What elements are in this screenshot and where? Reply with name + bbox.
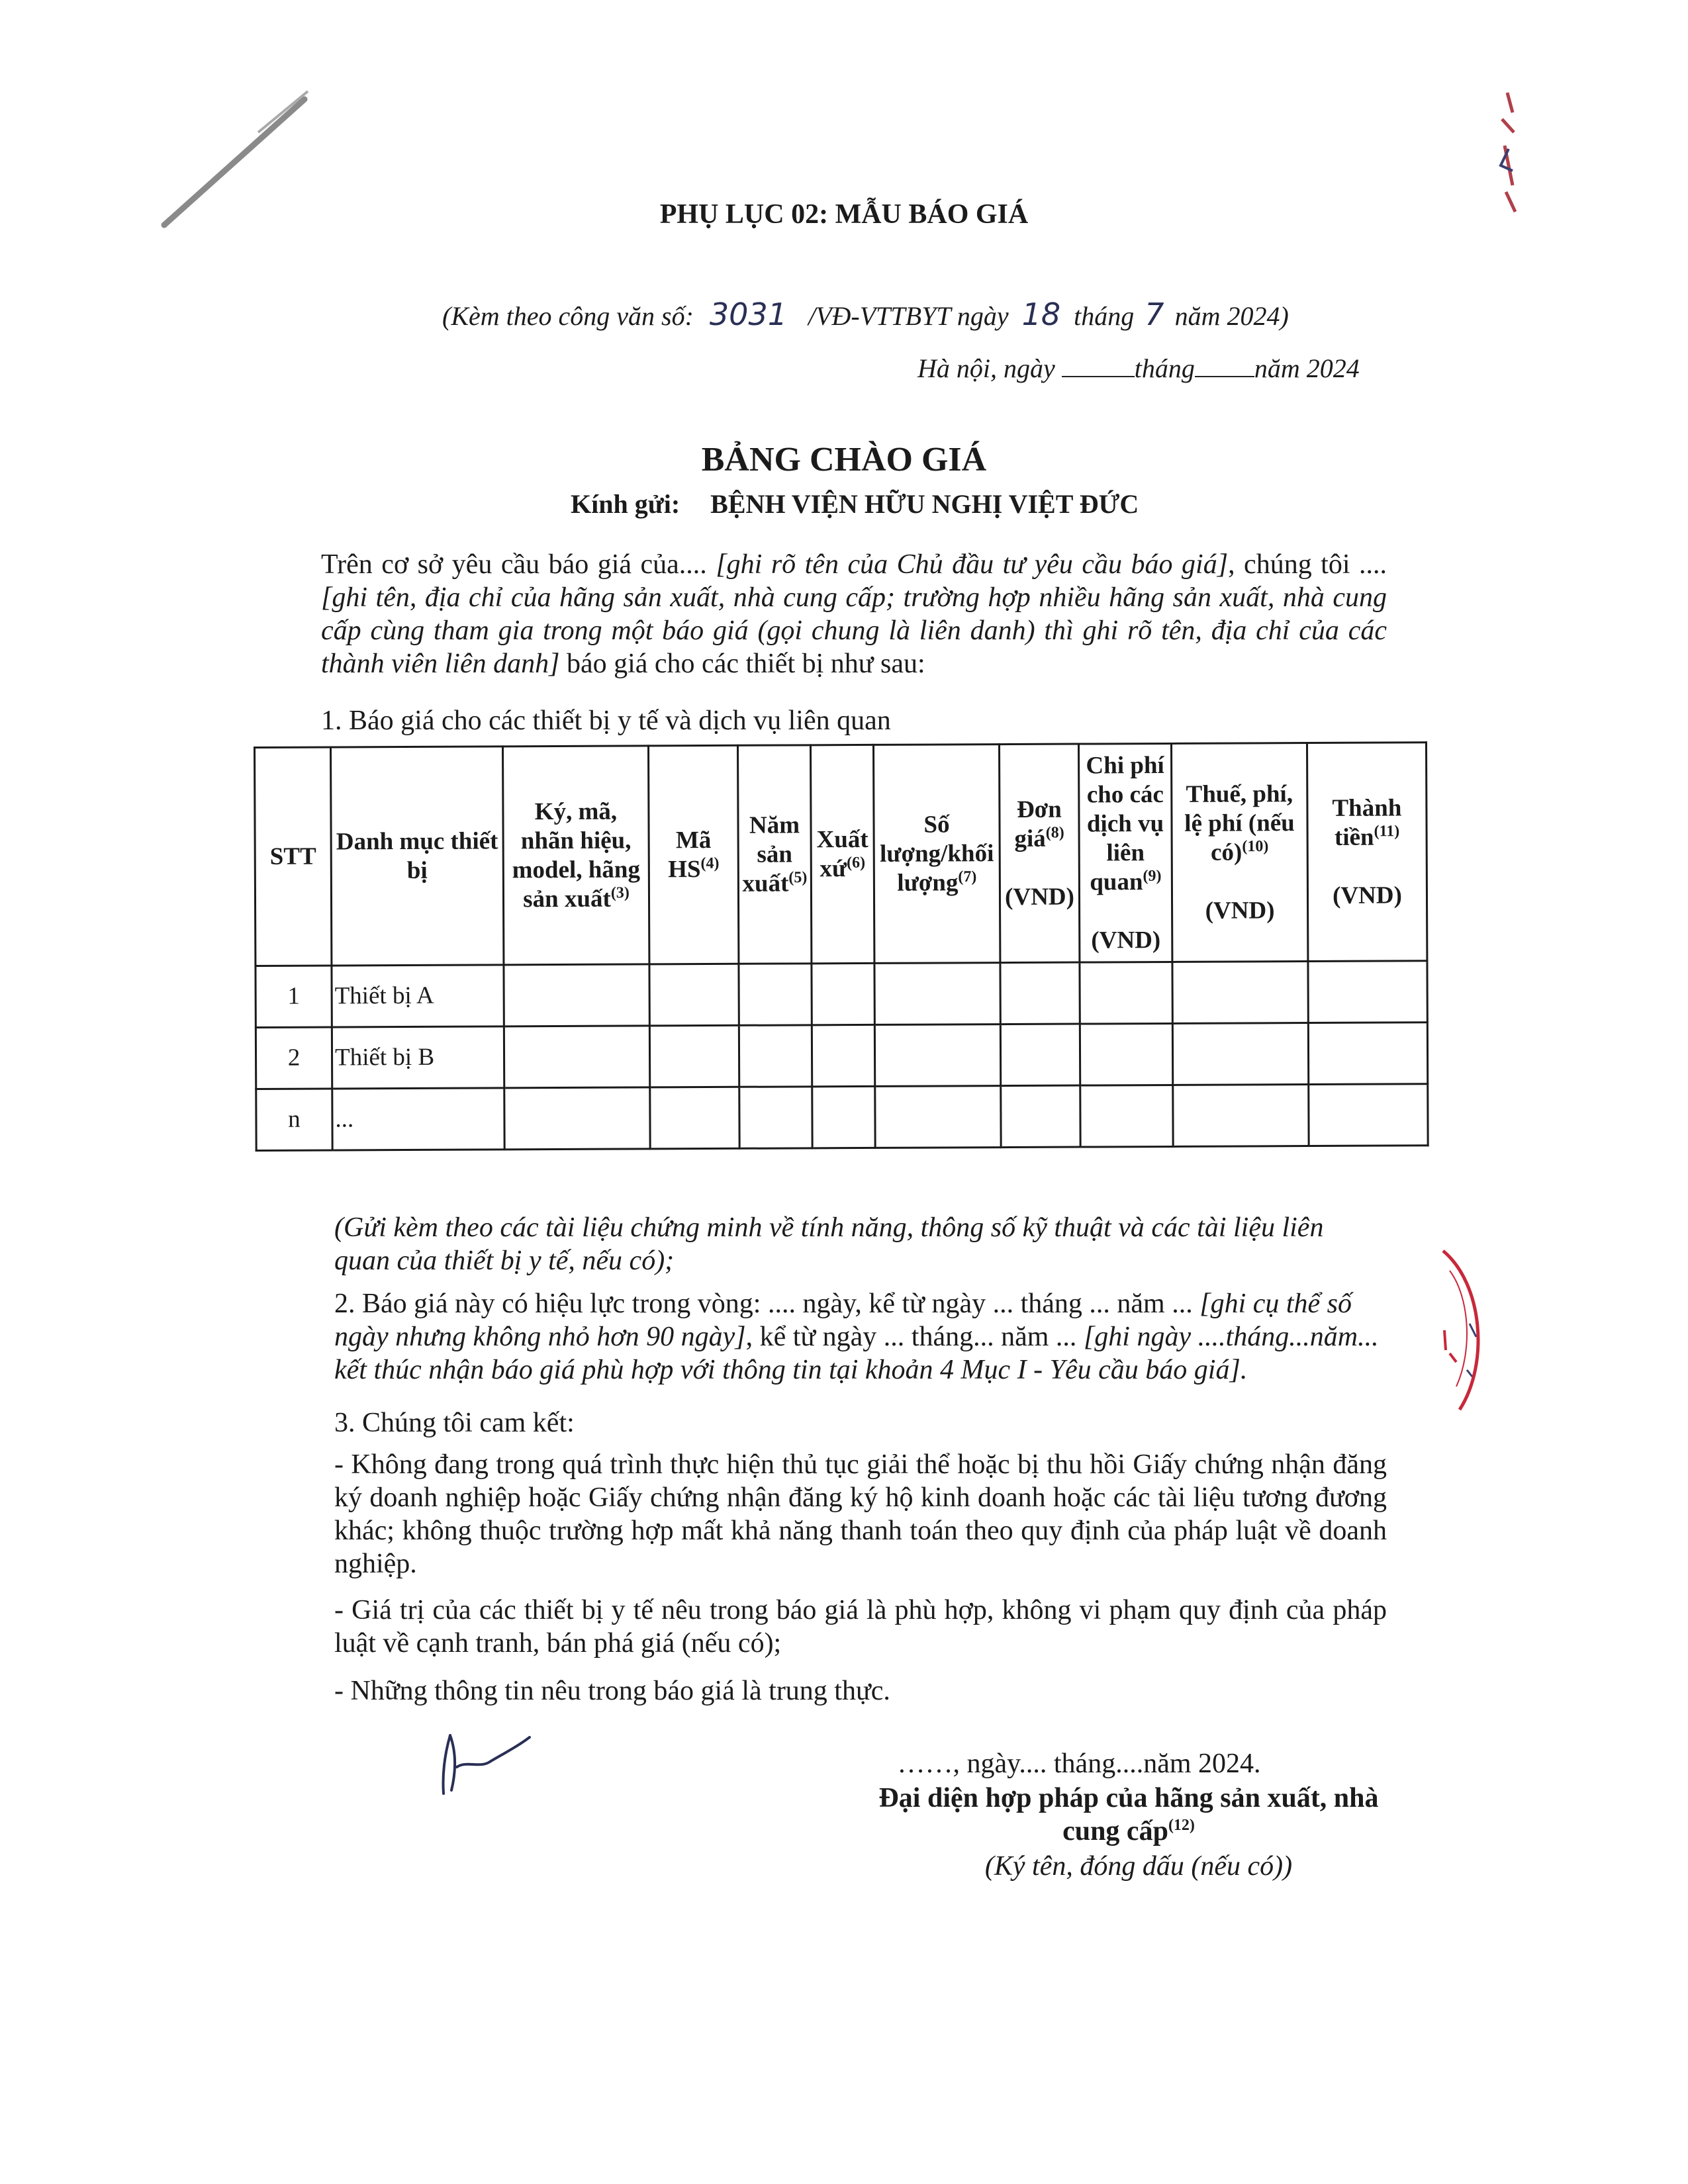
quote-table-wrapper [254, 741, 1429, 1152]
intro-b: [ghi rõ tên của Chủ đầu tư yêu cầu báo giá] [716, 549, 1229, 580]
validity-paragraph [334, 1287, 1393, 1387]
col-header-service-cost: Chi phí cho các dịch vụ liên quan$^{(9)}$ (VND) [1078, 743, 1172, 962]
signature-role: Đại diện hợp pháp của hãng sản xuất, nhà cung cấp$^{(12)}$ [878, 1783, 1379, 1846]
reference-line [442, 296, 1289, 332]
place-date-line [917, 353, 1360, 384]
quote-table [254, 741, 1429, 1152]
col-header-year: Năm sản xuất$^{(5)}$ [737, 745, 811, 964]
month-blank [1195, 353, 1254, 377]
recipient-line [571, 488, 1139, 520]
section-1-heading: 1. Báo giá cho các thiết bị y tế và dịch vụ liên quan [321, 705, 891, 736]
place-month: tháng [1134, 353, 1195, 383]
signature-date-line: ……, ngày.... tháng....năm 2024. [897, 1749, 1261, 1779]
place-prefix: Hà nội, ngày [917, 353, 1055, 383]
col-header-hs-code: Mã HS$^{(4)}$ [649, 745, 739, 964]
table-row [256, 1023, 1427, 1089]
row-item: Thiết bị B [332, 1026, 504, 1089]
table-row [256, 961, 1427, 1028]
intro-c: , chúng tôi .... [1228, 549, 1387, 580]
table-row [256, 1084, 1428, 1151]
ref-prefix: (Kèm theo công văn số: [442, 301, 694, 331]
appendix-title: PHỤ LỤC 02: MẪU BÁO GIÁ [659, 199, 1029, 230]
validity-a: 2. Báo giá này có hiệu lực trong vòng: .... ngày, kể từ ngày ... tháng ... năm ... [334, 1289, 1193, 1319]
stamp-arc [1403, 1244, 1496, 1416]
col-header-total: Thành tiền$^{(11)}$ (VND) [1307, 743, 1427, 962]
handwritten-day: 18 [1021, 296, 1061, 332]
attachment-note: (Gửi kèm theo các tài liệu chứng minh về tính năng, thông số kỹ thuật và các tài liệu liên quan của thiết bị y tế, nếu có); [334, 1212, 1324, 1276]
commitment-3: - Những thông tin nêu trong báo giá là trung thực. [334, 1676, 890, 1706]
handwritten-initial [417, 1721, 536, 1800]
commitment-2: - Giá trị của các thiết bị y tế nêu trong báo giá là phù hợp, không vi phạm quy định của pháp luật về cạnh tranh, bán phá giá (nếu có); [334, 1595, 1387, 1659]
col-header-item: Danh mục thiết bị [331, 747, 504, 966]
col-header-quantity: Số lượng/khối lượng$^{(7)}$ [873, 745, 1000, 964]
intro-d: [ghi tên, địa chỉ của hãng sản xuất, nhà cung cấp; trường hợp nhiều hãng sản xuất, nhà cung cấp cùng tham gia trong một báo giá (gọi chung là liên danh) thì ghi rõ tên, địa chỉ của các thành viên liên danh] [321, 582, 1387, 679]
ref-month-label: tháng [1074, 301, 1135, 331]
validity-c: , kể từ ngày ... tháng... năm ... [745, 1322, 1077, 1352]
col-header-origin: Xuất xứ$^{(6)}$ [810, 745, 874, 963]
validity-d: [ghi ngày ....tháng...năm... kết thúc nhận báo giá phù hợp với thông tin tại khoản 4 Mục I - Yêu cầu báo giá]. [334, 1322, 1379, 1385]
commitment-heading: 3. Chúng tôi cam kết: [334, 1408, 575, 1438]
signature-note: (Ký tên, đóng dấu (nếu có)) [984, 1851, 1293, 1882]
row-item: ... [332, 1088, 504, 1150]
row-stt: 2 [256, 1027, 332, 1089]
ref-mid: /VĐ-VTTBYT ngày [808, 301, 1009, 331]
recipient-name: BỆNH VIỆN HỮU NGHỊ VIỆT ĐỨC [710, 489, 1139, 519]
handwritten-month: 7 [1145, 296, 1164, 332]
col-header-brand: Ký, mã, nhãn hiệu, model, hãng sản xuất$^{(3)}$ [503, 746, 649, 965]
ref-suffix: năm 2024) [1174, 301, 1289, 331]
row-stt: n [256, 1089, 332, 1151]
col-header-unit-price: Đơn giá$^{(8)}$ (VND) [999, 744, 1079, 963]
validity-b: [ghi cụ thể số ngày nhưng không nhỏ hơn 90 ngày] [334, 1289, 1352, 1352]
handwritten-ref-number: 3031 [709, 296, 787, 332]
table-header-row [255, 743, 1427, 966]
col-header-stt: STT [255, 747, 332, 966]
row-stt: 1 [256, 966, 332, 1028]
row-item: Thiết bị A [332, 965, 504, 1027]
recipient-label: Kính gửi: [571, 489, 680, 519]
place-year: năm 2024 [1254, 353, 1360, 383]
intro-a: Trên cơ sở yêu cầu báo giá của.... [321, 549, 707, 580]
day-blank [1062, 353, 1135, 377]
quote-title: BẢNG CHÀO GIÁ [701, 441, 987, 478]
commitment-1: - Không đang trong quá trình thực hiện thủ tục giải thể hoặc bị thu hồi Giấy chứng nhận đăng ký doanh nghiệp hoặc Giấy chứng nhận đăng ký hộ kinh doanh hoặc các tài liệu tương đương khác; không thuộc trường hợp mất khả năng thanh toán theo quy định của pháp luật về doanh nghiệp. [334, 1449, 1387, 1579]
intro-e: báo giá cho các thiết bị như sau: [559, 649, 925, 679]
col-header-tax: Thuế, phí, lệ phí (nếu có)$^{(10)}$ (VND) [1171, 743, 1307, 962]
intro-paragraph [321, 548, 1387, 680]
